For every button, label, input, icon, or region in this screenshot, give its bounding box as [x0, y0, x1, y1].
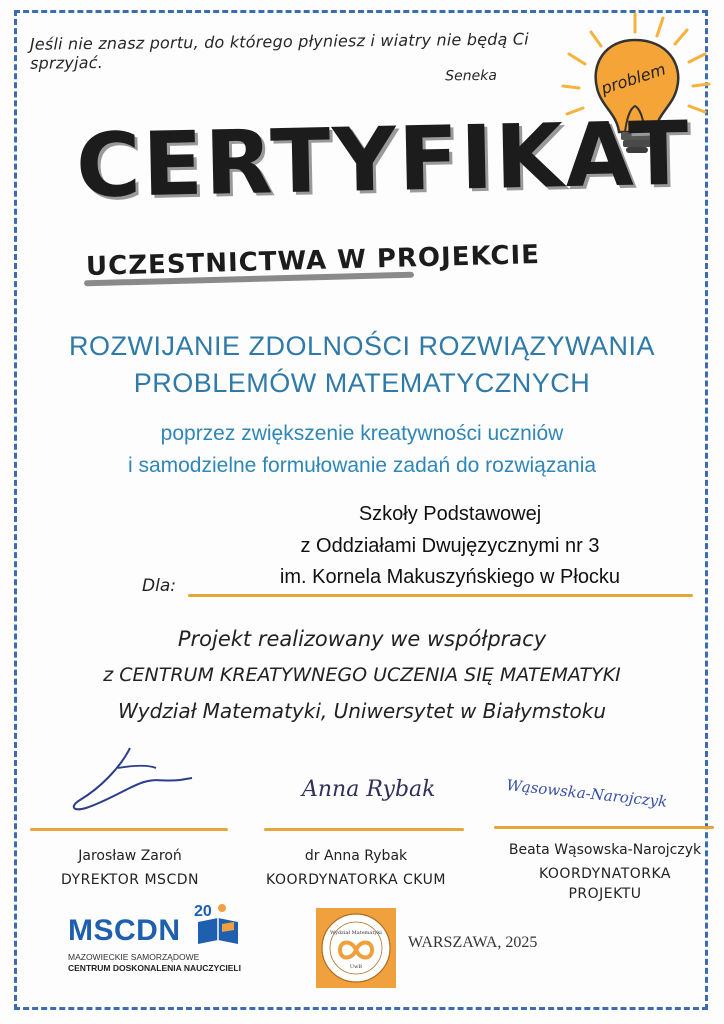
collaboration-line2: z CENTRUM KREATYWNEGO UCZENIA SIĘ MATEMATYKI: [103, 664, 621, 686]
signer-role-1: DYREKTOR MSCDN: [61, 872, 199, 888]
recipient-line1: Szkoły Podstawowej: [358, 503, 542, 525]
signer-name-1: Jarosław Zaroń: [78, 848, 182, 864]
collaboration-line3: Wydział Matematyki, Uniwersytet w Białymstoku: [117, 699, 607, 723]
project-title-line1: ROZWIJANIE ZDOLNOŚCI ROZWIĄZYWANIA: [68, 331, 655, 361]
bulb-label: problem: [598, 59, 668, 99]
quote: [20, 25, 560, 85]
signer-name-2: dr Anna Rybak: [304, 848, 408, 864]
svg-text:Anna Rybak: Anna Rybak: [302, 777, 436, 802]
project-subtitle-line2: i samodzielne formułowanie zadań do rozwiązania: [127, 454, 597, 477]
recipient-underline: [188, 594, 693, 597]
svg-text:20: 20: [194, 903, 212, 920]
certificate-subtitle: UCZESTNICTWA W PROJEKCIE: [85, 240, 541, 282]
book-icon: [192, 900, 252, 948]
signature-line-3: [494, 826, 714, 829]
signature-rybak: [296, 752, 436, 822]
mscdn-logo: [66, 900, 266, 980]
quote-author: Seneka: [445, 67, 498, 85]
svg-text:Wydział Matematyki: Wydział Matematyki: [330, 930, 382, 936]
mscdn-logo-text: MSCDN: [68, 914, 181, 947]
signer-role-2: KOORDYNATORKA CKUM: [266, 872, 446, 888]
signature-line-1: [30, 828, 228, 831]
signature-wasowska: [502, 758, 702, 818]
mscdn-subtitle-2: CENTRUM DOSKONALENIA NAUCZYCIELI: [68, 963, 241, 973]
project-title-line2: PROBLEMÓW MATEMATYCZNYCH: [133, 368, 591, 398]
recipient-label: Dla:: [142, 576, 176, 596]
signer-name-3: Beata Wąsowska-Narojczyk: [508, 842, 702, 858]
quote-text: Jeśli nie znasz portu, do którego płyniesz i wiatry nie będą Ci sprzyjać.: [29, 29, 529, 73]
certificate-title: CERTYFIKAT: [74, 101, 692, 218]
place-date: WARSZAWA, 2025: [408, 934, 538, 951]
mscdn-subtitle-1: MAZOWIECKIE SAMORZĄDOWE: [68, 952, 200, 962]
recipient-line2: z Oddziałami Dwujęzycznymi nr 3: [300, 535, 600, 557]
svg-text:UwB: UwB: [349, 964, 363, 970]
signer-role-3: KOORDYNATORKA PROJEKTU: [538, 866, 672, 902]
svg-text:Wąsowska-Narojczyk: Wąsowska-Narojczyk: [505, 776, 669, 811]
signature-zaron: [60, 738, 200, 818]
signature-line-2: [264, 828, 464, 831]
ckum-logo: [316, 908, 396, 988]
project-subtitle-line1: poprzez zwiększenie kreatywności uczniów: [160, 422, 564, 445]
recipient-line3: im. Kornela Makuszyńskiego w Płocku: [279, 566, 621, 588]
collaboration-line1: Projekt realizowany we współpracy: [177, 627, 547, 651]
